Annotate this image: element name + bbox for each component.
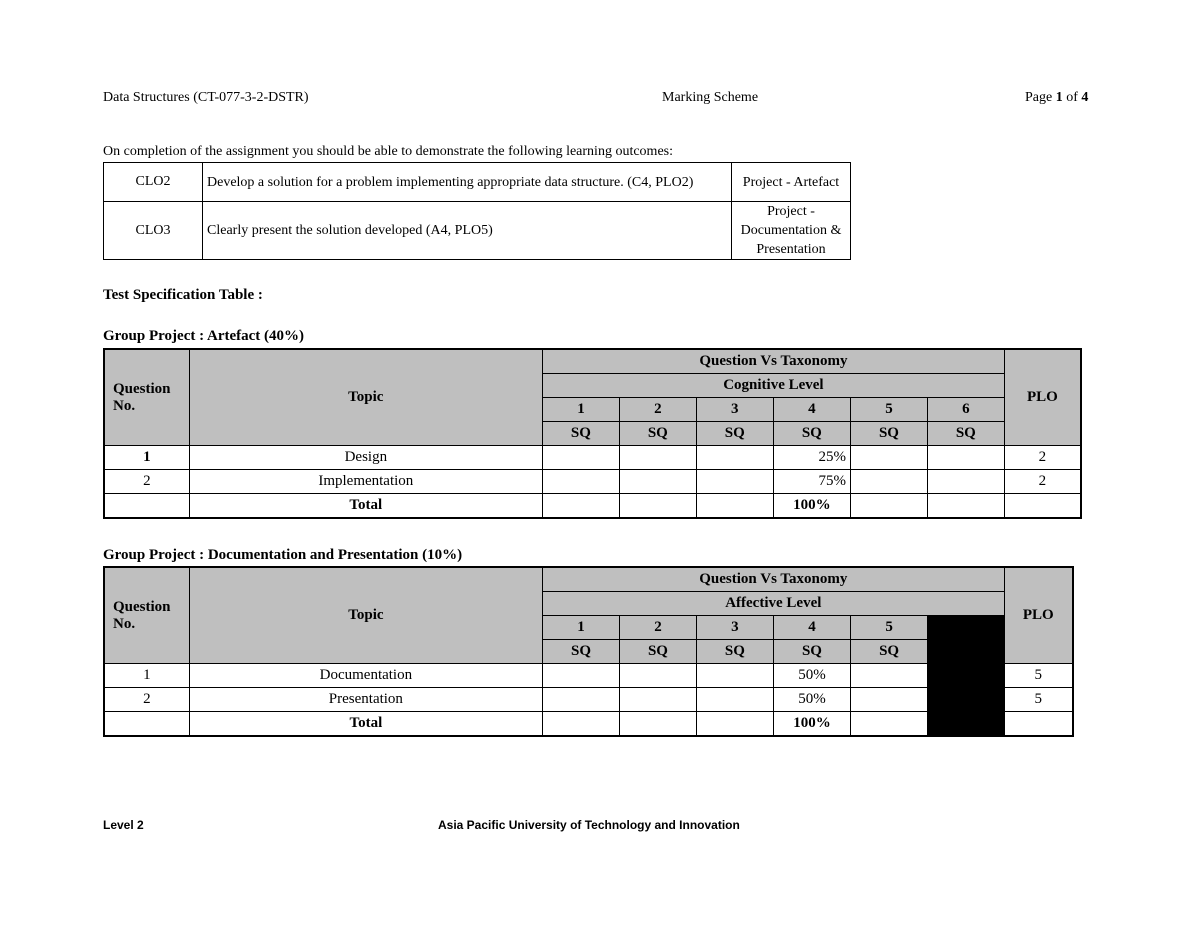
level-header: 1 bbox=[542, 398, 619, 422]
docpres-table bbox=[103, 566, 1074, 737]
learning-outcomes-table bbox=[103, 162, 851, 260]
page-prefix: Page bbox=[1025, 90, 1056, 105]
level-header: 1 bbox=[543, 616, 620, 640]
plo-cell: 2 bbox=[1004, 446, 1081, 470]
course-title: Data Structures (CT-077-3-2-DSTR) bbox=[103, 90, 309, 105]
level-header: 3 bbox=[696, 398, 773, 422]
level-header: 5 bbox=[851, 616, 928, 640]
clo-code: CLO2 bbox=[104, 163, 203, 202]
footer-level: Level 2 bbox=[103, 818, 144, 832]
total-label: Total bbox=[189, 712, 542, 737]
level-header: 2 bbox=[619, 398, 696, 422]
taxonomy-header: Question Vs Taxonomy bbox=[542, 349, 1004, 374]
clo-description: Develop a solution for a problem implementing appropriate data structure. (C4, PLO2) bbox=[203, 163, 732, 202]
table-row bbox=[104, 470, 1081, 494]
artefact-table bbox=[103, 348, 1082, 519]
artefact-title: Group Project : Artefact (40%) bbox=[103, 328, 305, 344]
page-number: 1 bbox=[1055, 90, 1063, 105]
topic-header: Topic bbox=[189, 567, 542, 664]
question-no: 2 bbox=[104, 688, 189, 712]
level-header: 6 bbox=[927, 398, 1004, 422]
sq-header: SQ bbox=[851, 640, 928, 664]
sq-header: SQ bbox=[851, 422, 928, 446]
level-header: 4 bbox=[773, 398, 850, 422]
question-no-header: Question No. bbox=[104, 349, 189, 446]
level4-value: 50% bbox=[773, 688, 850, 712]
topic-cell: Presentation bbox=[189, 688, 542, 712]
plo-header: PLO bbox=[1004, 349, 1081, 446]
clo-row bbox=[104, 202, 851, 260]
clo-description: Clearly present the solution developed (A4, PLO5) bbox=[203, 202, 732, 260]
plo-cell: 5 bbox=[1004, 688, 1073, 712]
page-of: of bbox=[1062, 90, 1082, 105]
topic-cell: Implementation bbox=[189, 470, 542, 494]
sq-header: SQ bbox=[543, 640, 620, 664]
total-row bbox=[104, 494, 1081, 519]
table-row bbox=[104, 446, 1081, 470]
topic-cell: Design bbox=[189, 446, 542, 470]
document-type: Marking Scheme bbox=[662, 90, 759, 105]
page-indicator bbox=[1025, 90, 1088, 106]
topic-cell: Documentation bbox=[189, 664, 542, 688]
total-label: Total bbox=[189, 494, 542, 519]
intro-text: On completion of the assignment you should be able to demonstrate the following learning outcomes: bbox=[103, 144, 673, 159]
level-header: 3 bbox=[696, 616, 773, 640]
clo-assessment: Project - Artefact bbox=[732, 163, 851, 202]
cognitive-level-header: Cognitive Level bbox=[542, 374, 1004, 398]
level-header: 4 bbox=[773, 616, 850, 640]
level4-value: 50% bbox=[773, 664, 850, 688]
clo-code: CLO3 bbox=[104, 202, 203, 260]
level4-value: 25% bbox=[773, 446, 850, 470]
question-no-header: Question No. bbox=[104, 567, 189, 664]
docpres-title: Group Project : Documentation and Presentation (10%) bbox=[103, 547, 463, 563]
taxonomy-header: Question Vs Taxonomy bbox=[543, 567, 1004, 592]
sq-header: SQ bbox=[773, 422, 850, 446]
question-no: 2 bbox=[104, 470, 189, 494]
plo-cell: 5 bbox=[1004, 664, 1073, 688]
topic-header: Topic bbox=[189, 349, 542, 446]
sq-header: SQ bbox=[927, 422, 1004, 446]
plo-cell: 2 bbox=[1004, 470, 1081, 494]
footer-university: Asia Pacific University of Technology and Innovation bbox=[438, 818, 740, 832]
level4-value: 75% bbox=[773, 470, 850, 494]
sq-header: SQ bbox=[619, 422, 696, 446]
page-total: 4 bbox=[1081, 90, 1089, 105]
sq-header: SQ bbox=[696, 422, 773, 446]
sq-header: SQ bbox=[696, 640, 773, 664]
blacked-out-column bbox=[928, 616, 1004, 737]
total-value: 100% bbox=[773, 494, 850, 519]
question-no: 1 bbox=[104, 446, 189, 470]
total-value: 100% bbox=[773, 712, 850, 737]
affective-level-header: Affective Level bbox=[543, 592, 1004, 616]
level-header: 2 bbox=[619, 616, 696, 640]
test-spec-title: Test Specification Table : bbox=[103, 287, 263, 303]
sq-header: SQ bbox=[619, 640, 696, 664]
clo-row bbox=[104, 163, 851, 202]
sq-header: SQ bbox=[542, 422, 619, 446]
sq-header: SQ bbox=[773, 640, 850, 664]
level-header: 5 bbox=[851, 398, 928, 422]
plo-header: PLO bbox=[1004, 567, 1073, 664]
question-no: 1 bbox=[104, 664, 189, 688]
clo-assessment: Project - Documentation & Presentation bbox=[732, 202, 851, 260]
